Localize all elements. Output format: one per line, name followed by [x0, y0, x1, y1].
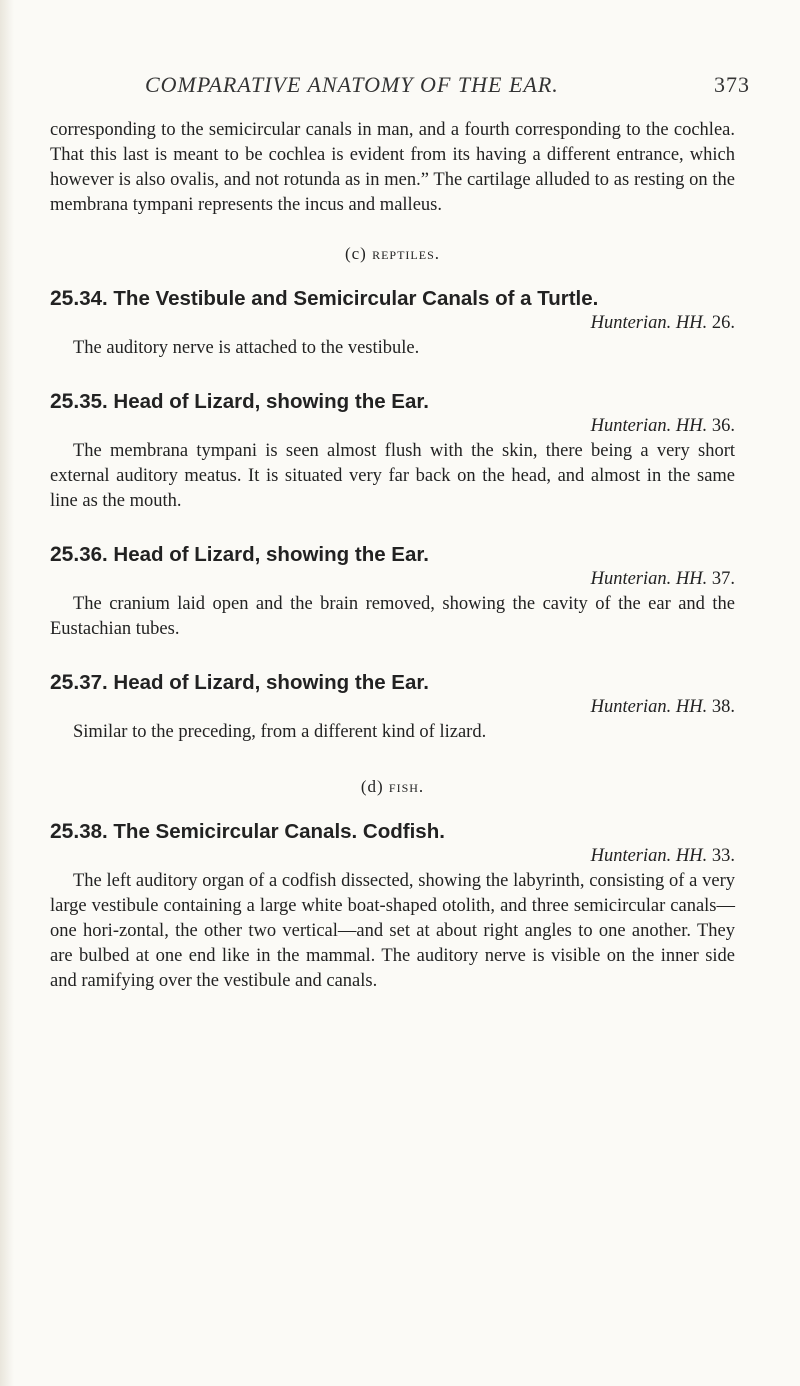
ref-collection: Hunterian. — [590, 697, 672, 717]
ref-number: 37. — [711, 569, 735, 589]
ref-collection: Hunterian. — [590, 313, 672, 333]
entry-title: The Vestibule and Semicircular Canals of a Turtle. — [113, 287, 599, 310]
ref-number: 38. — [711, 697, 735, 717]
intro-paragraph: corresponding to the semicircular canals in man, and a fourth corresponding to the cochlea. That this last is meant to be cochlea is evident from its having a different entrance, which however is also ovalis, and not rotunda as in men.” The cartilage alluded to as resting on the membrana tympani represents the incus and malleus. — [50, 120, 735, 215]
entry-number: 25. — [50, 287, 80, 310]
entry-title: Head of Lizard, showing the Ear. — [113, 390, 429, 413]
entry-number: 25. — [50, 671, 80, 694]
entry-text: The membrana tympani is seen almost flush with the skin, there being a very short external auditory meatus. It is situated very far back on the head, and almost in the same line as the mouth. — [50, 441, 735, 511]
page-edge-shadow — [0, 0, 14, 1386]
entry-number: 25. — [50, 543, 80, 566]
entry-heading — [50, 389, 735, 414]
ref-code: HH. — [675, 416, 708, 436]
section-heading-reptiles — [50, 244, 735, 264]
entry-reference — [50, 311, 735, 336]
entry-text: The left auditory organ of a codfish dissected, showing the labyrinth, consisting of a very large vestibule containing a large white boat-shaped otolith, and three semicircular canals—one hori-zontal, the other two vertical—and set at about right angles to one another. They are bulbed at one end like in the mammal. The auditory nerve is visible on the inner side and ramifying over the vestibule and canals. — [50, 871, 735, 991]
entry-reference — [50, 414, 735, 439]
entry-title: Head of Lizard, showing the Ear. — [113, 543, 429, 566]
ref-code: HH. — [675, 313, 708, 333]
entry-text: The cranium laid open and the brain removed, showing the cavity of the ear and the Eustachian tubes. — [50, 594, 735, 639]
entry-text: The auditory nerve is attached to the vestibule. — [73, 338, 420, 358]
entry-25-36 — [50, 542, 735, 642]
entry-subnumber: 35. — [79, 390, 108, 413]
entry-subnumber: 36. — [79, 543, 108, 566]
ref-code: HH. — [675, 569, 708, 589]
entry-subnumber: 37. — [79, 671, 108, 694]
entry-25-34 — [50, 286, 735, 361]
entry-subnumber: 34. — [79, 287, 108, 310]
section-label: reptiles. — [372, 244, 441, 263]
ref-collection: Hunterian. — [590, 569, 672, 589]
entry-heading — [50, 670, 735, 695]
entry-title: The Semicircular Canals. Codfish. — [113, 820, 445, 843]
ref-code: HH. — [675, 697, 708, 717]
entry-heading — [50, 542, 735, 567]
entry-heading — [50, 819, 735, 844]
entry-number: 25. — [50, 820, 80, 843]
page-body — [50, 118, 735, 994]
entry-heading — [50, 286, 735, 311]
section-label-prefix: (c) — [344, 244, 367, 263]
entry-reference — [50, 844, 735, 869]
page-number: 373 — [714, 72, 750, 97]
ref-number: 26. — [711, 313, 735, 333]
section-label-prefix: (d) — [360, 777, 384, 796]
entry-25-38 — [50, 819, 735, 994]
entry-25-35 — [50, 389, 735, 514]
entry-reference — [50, 695, 735, 720]
entry-text: Similar to the preceding, from a different kind of lizard. — [73, 722, 487, 742]
running-head-title: COMPARATIVE ANATOMY OF THE EAR. — [145, 72, 559, 97]
entry-25-37 — [50, 670, 735, 745]
entry-subnumber: 38. — [79, 820, 108, 843]
entry-reference — [50, 567, 735, 592]
entry-number: 25. — [50, 390, 80, 413]
section-label: fish. — [388, 777, 425, 796]
ref-collection: Hunterian. — [590, 846, 672, 866]
running-head — [145, 72, 750, 98]
ref-collection: Hunterian. — [590, 416, 672, 436]
ref-number: 36. — [711, 416, 735, 436]
entry-title: Head of Lizard, showing the Ear. — [113, 671, 429, 694]
ref-number: 33. — [711, 846, 735, 866]
ref-code: HH. — [675, 846, 708, 866]
section-heading-fish — [50, 777, 735, 797]
